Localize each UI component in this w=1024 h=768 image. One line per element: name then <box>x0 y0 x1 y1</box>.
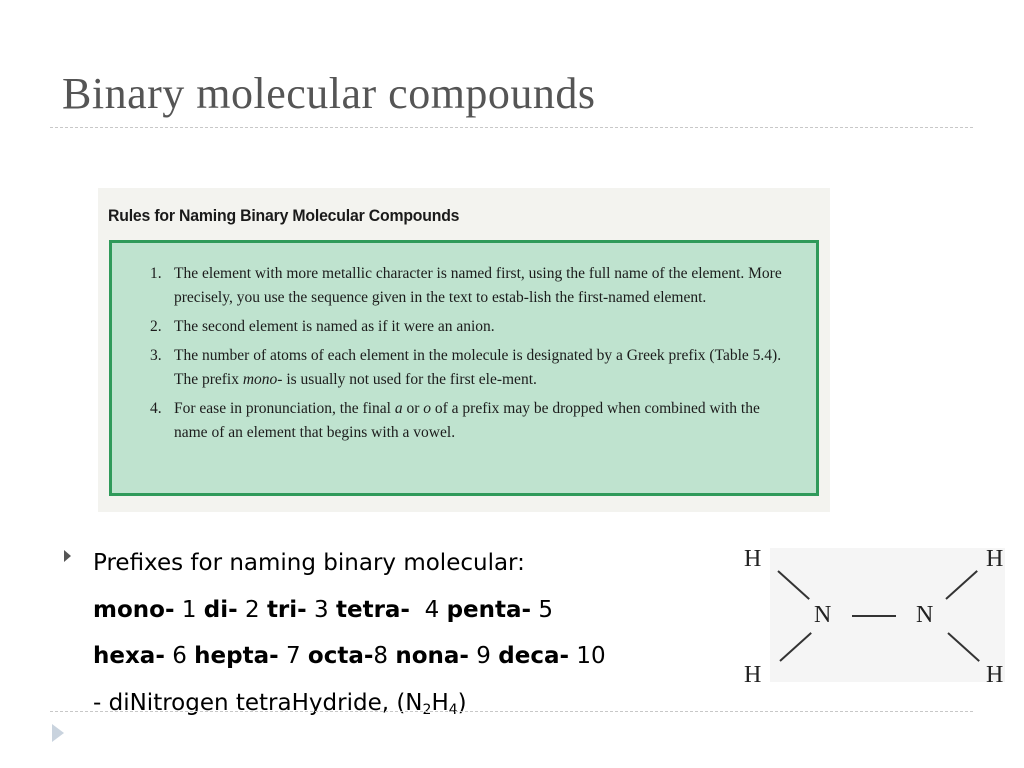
prefix-name: mono- <box>93 596 175 623</box>
prefix-name: octa- <box>307 643 374 669</box>
footer-divider <box>50 711 973 712</box>
hydrazine-structure <box>740 544 1012 690</box>
prefix-value: 9 <box>476 643 491 669</box>
rule-text: is usually not used for the first ele-ment. <box>282 371 537 388</box>
prefix-value: 8 <box>373 643 389 669</box>
rule-text: of a prefix may be dropped when combined with the name of an element that begins with a vowel. <box>174 400 760 441</box>
prefix-value: 6 <box>172 643 187 669</box>
rule-text: or <box>402 400 424 417</box>
atom-h-top-left: H <box>744 546 762 572</box>
bond-n-n <box>852 615 896 617</box>
rule-text: The second element is named as if it were an anion. <box>174 318 495 335</box>
atom-n-right: N <box>916 602 934 628</box>
rules-heading: Rules for Naming Binary Molecular Compounds <box>108 206 460 225</box>
prefix-value: 4 <box>424 596 440 623</box>
rule-emphasis: a <box>394 400 403 417</box>
rule-emphasis: o <box>423 400 431 417</box>
atom-h-top-right: H <box>986 546 1004 572</box>
prefix-value: 7 <box>285 643 301 669</box>
prefix-value: 10 <box>576 643 606 669</box>
example-text: - diNitrogen tetraHydride, (N <box>93 689 423 716</box>
rule-number: 1. <box>150 265 162 282</box>
rule-item <box>150 315 790 339</box>
subscript: 2 <box>422 701 432 718</box>
rule-number: 4. <box>150 400 162 417</box>
rule-item <box>150 344 790 392</box>
prefix-name: hexa- <box>93 643 165 669</box>
example-line <box>93 680 733 727</box>
rule-item <box>150 262 790 310</box>
prefix-value: 5 <box>538 596 554 623</box>
example-text: H <box>431 689 449 716</box>
title-divider <box>50 127 973 128</box>
prefix-name: tetra- <box>335 596 410 623</box>
slide-title: Binary molecular compounds <box>62 69 596 118</box>
prefix-name: hepta- <box>194 643 279 669</box>
rules-box <box>109 240 819 496</box>
rules-list <box>150 262 790 450</box>
prefix-bullet <box>93 540 733 726</box>
prefix-name: deca- <box>498 643 570 669</box>
subscript: 4 <box>448 701 458 718</box>
rules-figure <box>98 188 830 512</box>
prefix-name: tri- <box>266 596 307 623</box>
rule-text: For ease in pronunciation, the final <box>174 400 395 417</box>
prefix-intro: Prefixes for naming binary molecular: <box>93 550 525 576</box>
bullet-arrow-icon <box>64 550 71 562</box>
prefix-name: di- <box>203 596 238 623</box>
example-text: ) <box>457 689 467 716</box>
prefix-value: 2 <box>244 596 260 623</box>
rule-number: 2. <box>150 318 162 335</box>
rule-text: The number of atoms of each element in the molecule is designated by a Greek prefix (Table 5.4). The prefix <box>174 347 782 388</box>
rule-item <box>150 397 790 445</box>
prefix-line-2 <box>93 633 733 680</box>
nav-arrow-icon[interactable] <box>52 724 64 742</box>
prefix-line-1 <box>93 587 733 634</box>
rule-text: The element with more metallic character is named first, using the full name of the element. More precisely, you use the sequence given in the text to estab-lish the first-named element. <box>174 265 782 306</box>
rule-emphasis: mono- <box>242 371 283 388</box>
prefix-value: 1 <box>181 596 197 623</box>
prefix-name: nona- <box>395 643 469 669</box>
atom-h-bottom-right: H <box>986 662 1004 688</box>
prefix-value: 3 <box>314 596 329 623</box>
atom-n-left: N <box>814 602 832 628</box>
atom-h-bottom-left: H <box>744 662 762 688</box>
prefix-name: penta- <box>446 596 532 623</box>
rule-number: 3. <box>150 347 162 364</box>
